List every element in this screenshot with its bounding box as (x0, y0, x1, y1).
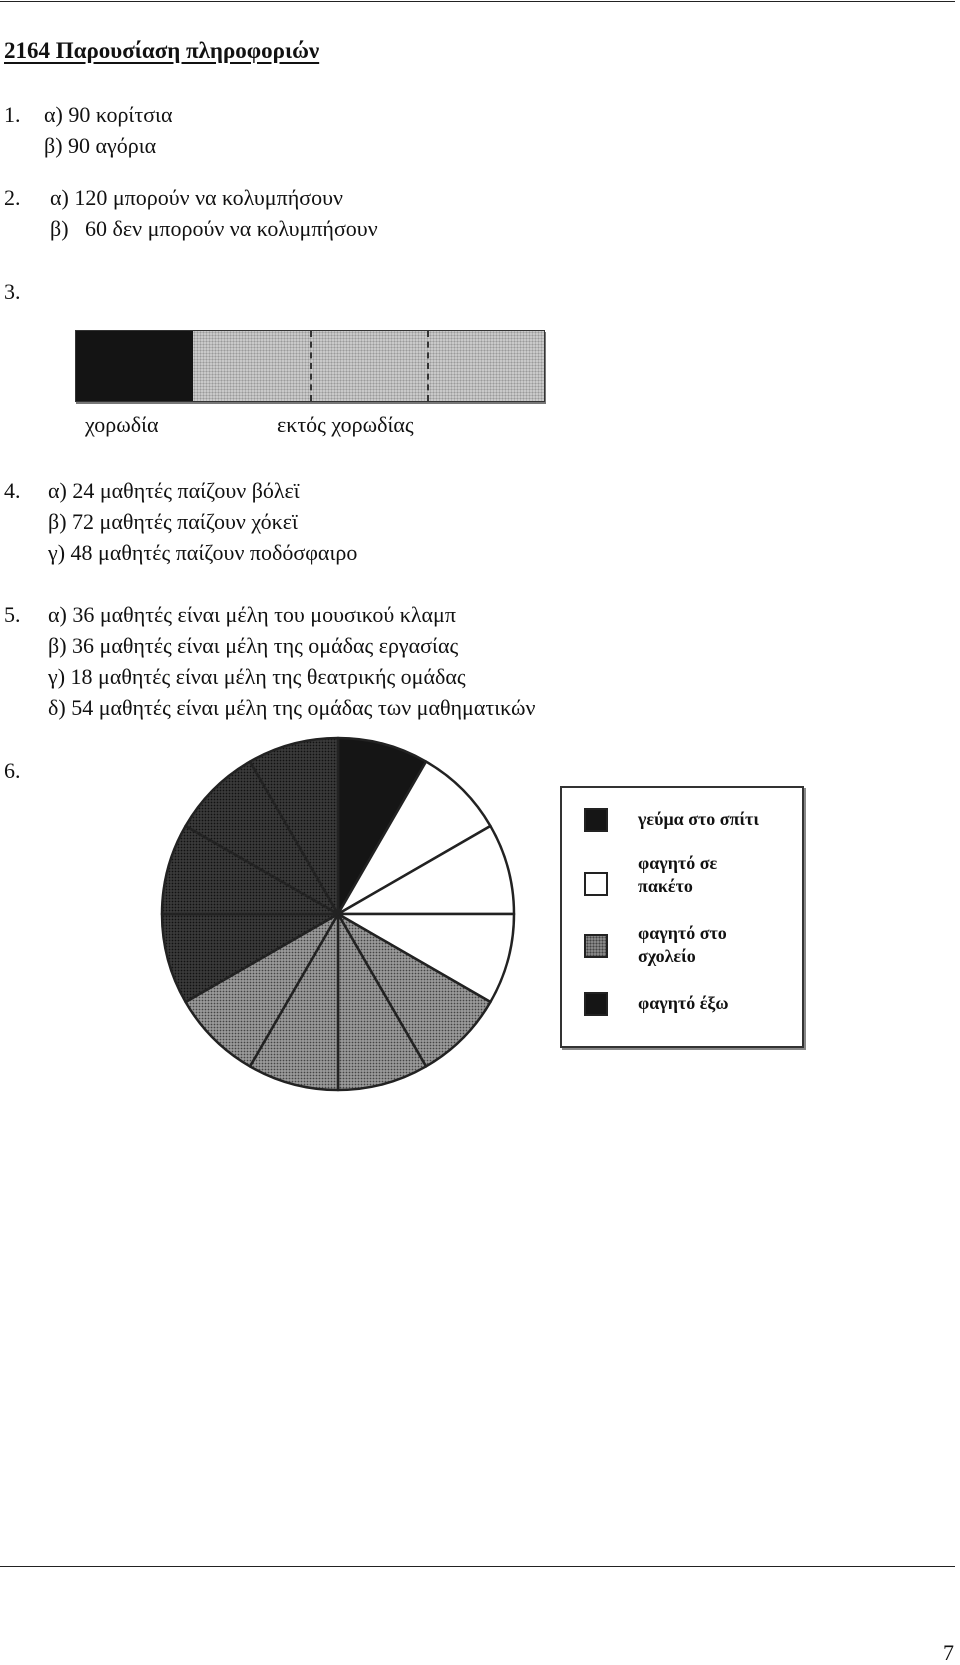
item-5-line-d: δ) 54 μαθητές είναι μέλη της ομάδας των μαθηματικών (48, 695, 536, 720)
legend-label-packed-food: φαγητό σε πακέτο (638, 853, 718, 896)
legend-item-packed-food (584, 852, 788, 898)
item-1-line-a: α) 90 κορίτσια (44, 102, 173, 127)
item-2-number: 2. (4, 185, 21, 210)
item-2-line-a: α) 120 μπορούν να κολυμπήσουν (50, 185, 343, 210)
item-4-line-a: α) 24 μαθητές παίζουν βόλεϊ (48, 478, 300, 503)
legend-item-eating-out (584, 992, 788, 1016)
item-1-number: 1. (4, 102, 21, 127)
legend-item-home-meal (584, 808, 788, 832)
item-5-line-c: γ) 18 μαθητές είναι μέλη της θεατρικής ομάδας (48, 664, 466, 689)
item-5-line-b: β) 36 μαθητές είναι μέλη της ομάδας εργασίας (48, 633, 459, 658)
meal-pie-chart (0, 0, 560, 1100)
bar-label-choir: χορωδία (85, 412, 159, 437)
item-4-line-b: β) 72 μαθητές παίζουν χόκεϊ (48, 509, 298, 534)
legend-label-eating-out: φαγητό έξω (638, 993, 729, 1013)
legend-swatch-home-meal (584, 808, 608, 832)
item-5-number: 5. (4, 602, 21, 627)
page-number: 7 (943, 1640, 954, 1665)
legend-swatch-eating-out (584, 992, 608, 1016)
item-4-line-c: γ) 48 μαθητές παίζουν ποδόσφαιρο (48, 540, 358, 565)
legend-swatch-school-food (584, 934, 608, 958)
legend-item-school-food (584, 922, 788, 968)
legend-label-home-meal: γεύμα στο σπίτι (638, 809, 759, 829)
item-1-line-b: β) 90 αγόρια (44, 133, 157, 158)
item-3-number: 3. (4, 279, 21, 304)
bar-label-other: εκτός χορωδίας (277, 412, 414, 437)
legend-label-school-food: φαγητό στο σχολείο (638, 923, 727, 966)
item-5-line-a: α) 36 μαθητές είναι μέλη του μουσικού κλαμπ (48, 602, 456, 627)
page-title: 2164 Παρουσίαση πληροφοριών (4, 38, 320, 63)
bottom-rule (0, 1566, 955, 1567)
item-4-number: 4. (4, 478, 21, 503)
pie-slices (162, 738, 514, 1090)
legend-swatch-packed-food (584, 872, 608, 896)
item-6-number: 6. (4, 758, 21, 783)
pie-legend (560, 786, 804, 1048)
item-2-line-b: β) 60 δεν μπορούν να κολυμπήσουν (50, 216, 378, 241)
